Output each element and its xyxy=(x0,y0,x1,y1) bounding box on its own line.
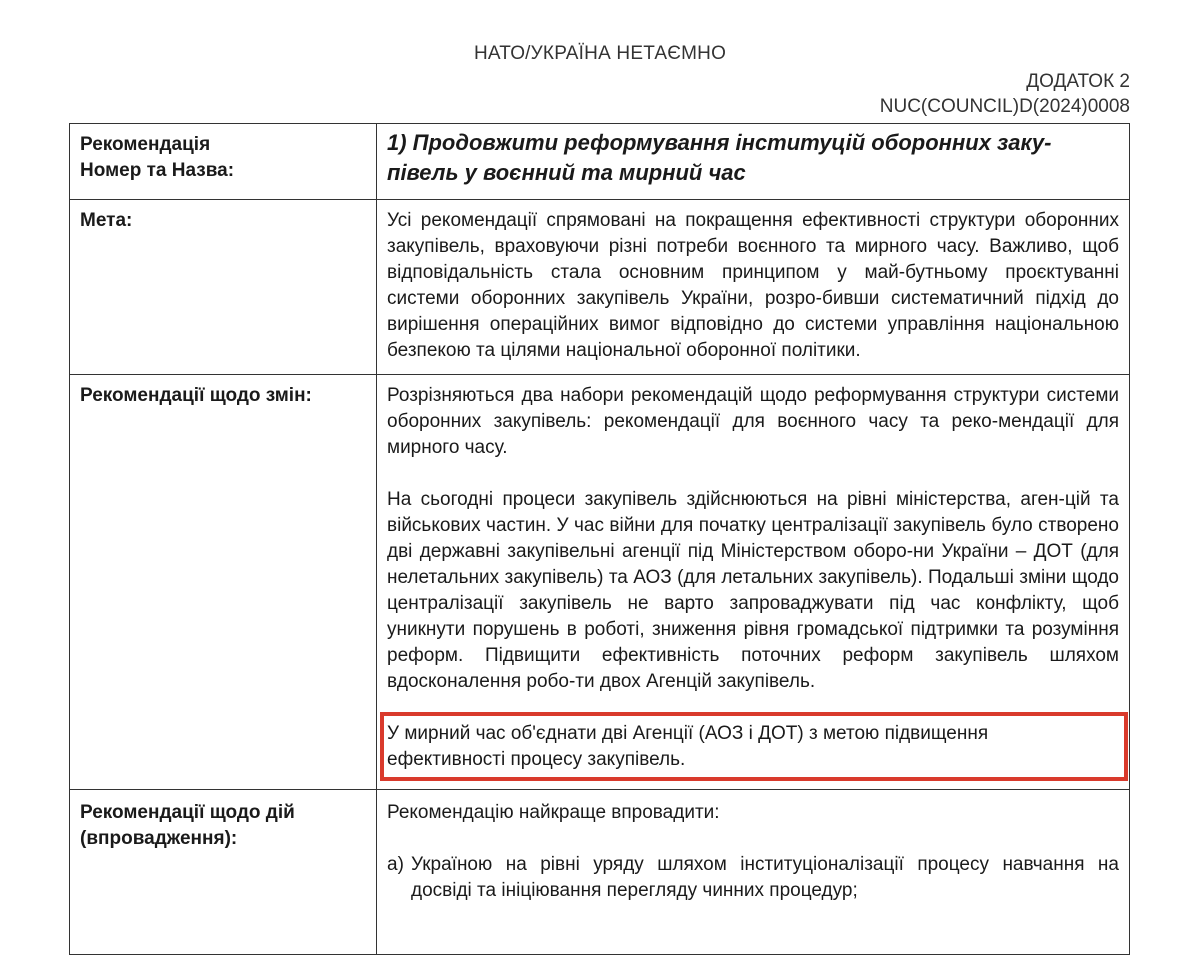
classification-marking: НАТО/УКРАЇНА НЕТАЄМНО xyxy=(473,43,727,64)
list-item xyxy=(387,852,1119,904)
table-row xyxy=(70,124,1130,200)
table-row xyxy=(70,200,1130,375)
row-label xyxy=(70,124,377,200)
row-label: Мета: xyxy=(70,200,377,375)
implementation-text-cell xyxy=(377,790,1130,955)
highlight-line: У мирний час об'єднати дві Агенції (АОЗ і ДОТ) з метою підвищення xyxy=(387,723,989,744)
title-line: півель у воєнний та мирний час xyxy=(387,160,746,185)
list-marker: а) xyxy=(387,854,404,875)
label-line: (впровадження): xyxy=(80,828,238,849)
annex-number: ДОДАТОК 2 xyxy=(1026,71,1130,92)
list-item-text: Україною на рівні уряду шляхом інституціоналізації процесу навчання на досвіді та ініціювання перегляду чинних процедур; xyxy=(411,854,1119,901)
document-code: NUC(COUNCIL)D(2024)0008 xyxy=(879,96,1130,117)
implementation-intro: Рекомендацію найкраще впровадити: xyxy=(387,802,720,823)
row-label: Рекомендації щодо змін: xyxy=(70,375,377,790)
goal-text-cell xyxy=(377,200,1130,375)
highlighted-paragraph xyxy=(387,721,1119,773)
recommendation-table xyxy=(69,123,1130,955)
label-line: Рекомендації щодо дій xyxy=(80,802,295,823)
label-line: Рекомендація xyxy=(80,134,211,155)
row-label xyxy=(70,790,377,955)
changes-paragraph: Розрізняються два набори рекомендацій щодо реформування структури системи оборонних закупівель: рекомендації для воєнного часу та реко-мендації для мирного часу. xyxy=(387,385,1119,458)
table-row xyxy=(70,375,1130,790)
goal-paragraph: Усі рекомендації спрямовані на покращення ефективності структури оборонних закупівель, враховуючи різні потреби воєнного та мирного часу. Важливо, щоб відповідальність стала основним принципом у май-бутньому проєктуванні системи оборонних закупівель України, розро-бивши систематичний підхід до вирішення операційних вимог відповідно до системи управління національною безпекою та цілями національної оборонної політики. xyxy=(387,210,1119,361)
highlight-line: ефективності процесу закупівель. xyxy=(387,749,686,770)
title-line: 1) Продовжити реформування інституцій оборонних заку- xyxy=(387,130,1052,155)
label-line: Номер та Назва: xyxy=(80,160,235,181)
recommendation-title xyxy=(377,124,1130,200)
changes-text-cell xyxy=(377,375,1130,790)
annex-reference xyxy=(880,69,1130,119)
table-row xyxy=(70,790,1130,955)
changes-paragraph: На сьогодні процеси закупівель здійснюються на рівні міністерства, аген-цій та військових частин. У час війни для початку централізації закупівель було створено дві державні закупівельні агенції під Міністерством оборо-ни України – ДОТ (для нелетальних закупівель) та АОЗ (для летальних закупівель). Подальші зміни щодо централізації закупівель не варто запроваджувати під час конфлікту, щоб уникнути порушень в роботі, зниження рівня громадської підтримки та розуміння реформ. Підвищити ефективність поточних реформ закупівель шляхом вдосконалення робо-ти двох Агенцій закупівель. xyxy=(387,489,1119,692)
